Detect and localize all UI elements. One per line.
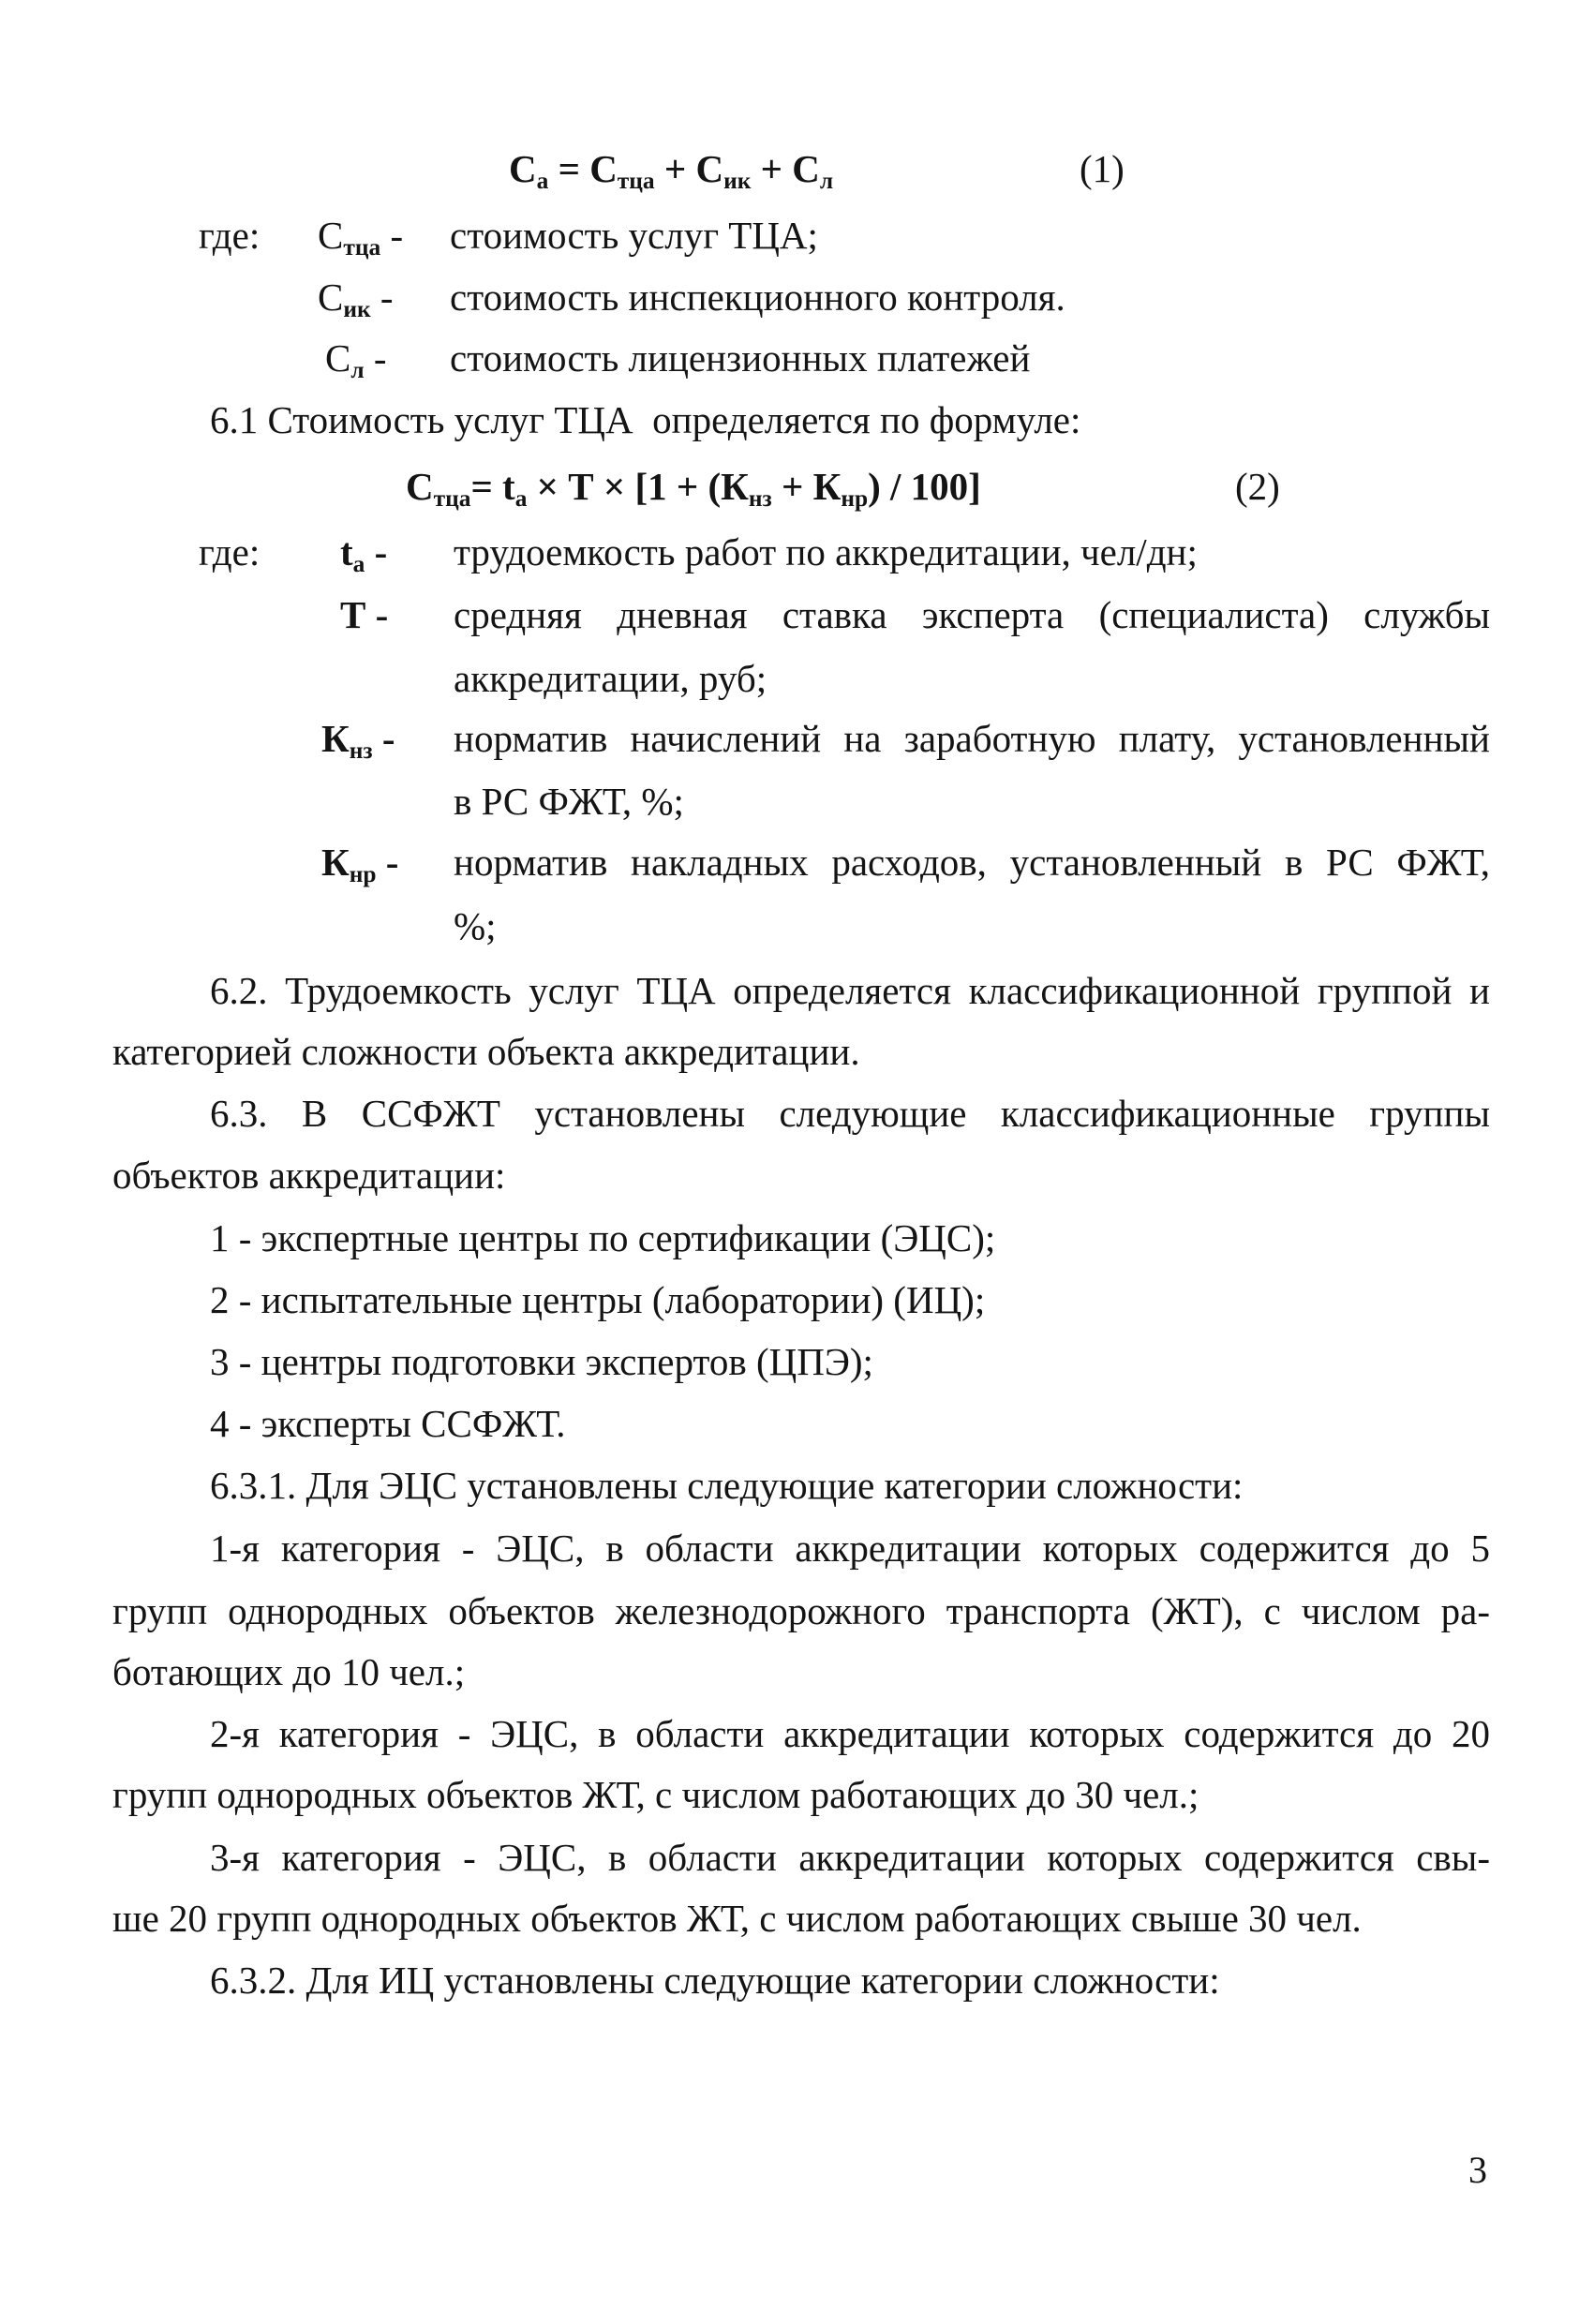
paragraph-6-2-line: категорией сложности объекта аккредитации. <box>112 1030 860 1073</box>
category-1-line: групп однородных объектов железнодорожного транспорта (ЖТ), с числом ра- <box>112 1589 1490 1632</box>
group-item: 2 - испытательные центры (лаборатории) (ИЦ); <box>210 1278 986 1321</box>
category-3-line: ше 20 групп однородных объектов ЖТ, с числом работающих свыше 30 чел. <box>112 1897 1362 1940</box>
legend1-symbol: $С_{тца}$ - <box>318 214 404 261</box>
legend1-symbol: $С_л$ - <box>325 336 387 384</box>
legend2-description: норматив накладных расходов, установленный в РС ФЖТ, <box>454 841 1490 884</box>
paragraph-6-3-line: объектов аккредитации: <box>112 1154 506 1197</box>
legend2-symbol: $К_{нр}$ - <box>321 841 399 888</box>
group-item: 4 - эксперты ССФЖТ. <box>210 1402 566 1445</box>
legend2-symbol: $t_а$ - <box>340 530 388 578</box>
legend2-description: в РС ФЖТ, %; <box>454 780 684 823</box>
page-number: 3 <box>1468 2149 1487 2191</box>
category-2-line: групп однородных объектов ЖТ, с числом работающих до 30 чел.; <box>112 1773 1199 1816</box>
group-item: 1 - экспертные центры по сертификации (ЭЦС); <box>210 1216 996 1259</box>
category-3-line: 3-я категория - ЭЦС, в области аккредитации которых содержится свы- <box>210 1836 1490 1879</box>
legend1-description: стоимость услуг ТЦА; <box>450 214 818 257</box>
where-label-2: где: <box>199 530 261 574</box>
legend2-description: средняя дневная ставка эксперта (специалиста) службы <box>454 593 1490 636</box>
formula-1-number: (1) <box>1080 147 1125 190</box>
category-2-line: 2-я категория - ЭЦС, в области аккредитации которых содержится до 20 <box>210 1712 1490 1755</box>
formula-2-number: (2) <box>1235 465 1280 508</box>
legend2-description: норматив начислений на заработную плату, установленный <box>454 717 1490 760</box>
legend2-description: аккредитации, руб; <box>454 657 767 700</box>
legend1-description: стоимость лицензионных платежей <box>450 336 1031 380</box>
category-1-line: 1-я категория - ЭЦС, в области аккредитации которых содержится до 5 <box>210 1527 1490 1570</box>
legend1-symbol: $С_{ик}$ - <box>318 276 394 323</box>
category-1-line: ботающих до 10 чел.; <box>112 1650 466 1693</box>
paragraph-6-3-line: 6.3. В ССФЖТ установлены следующие классификационные группы <box>210 1092 1490 1135</box>
where-label-1: где: <box>199 214 261 257</box>
paragraph-6-3-2: 6.3.2. Для ИЦ установлены следующие категории сложности: <box>210 1959 1220 2002</box>
legend2-symbol: $К_{нз}$ - <box>321 717 395 765</box>
paragraph-6-1: 6.1 Стоимость услуг ТЦА определяется по формуле: <box>210 398 1081 441</box>
formula-2: $С_{тца}= t_а \times Т \times [1 + (К_{нз} + К_{нр}) / 100]$ <box>406 465 981 513</box>
legend2-description: трудоемкость работ по аккредитации, чел/дн; <box>454 530 1198 574</box>
paragraph-6-3-1: 6.3.1. Для ЭЦС установлены следующие категории сложности: <box>210 1464 1244 1507</box>
legend2-description: %; <box>454 904 497 947</box>
paragraph-6-2-line: 6.2. Трудоемкость услуг ТЦА определяется классификационной группой и <box>210 969 1490 1012</box>
formula-1: $С_а = С_{тца} + С_{ик} + С_л$ <box>509 147 834 195</box>
legend2-symbol: Т - <box>340 593 389 636</box>
legend1-description: стоимость инспекционного контроля. <box>450 276 1065 319</box>
group-item: 3 - центры подготовки экспертов (ЦПЭ); <box>210 1340 873 1383</box>
